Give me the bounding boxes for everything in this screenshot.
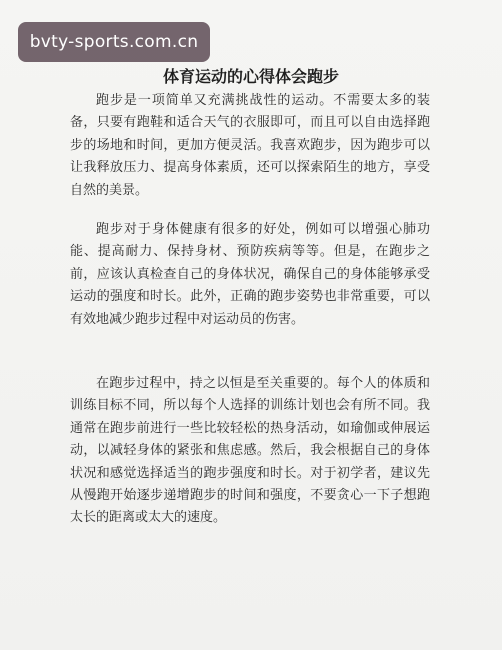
paragraph-3: 在跑步过程中，持之以恒是至关重要的。每个人的体质和训练目标不同，所以每个人选择的训练计划也会有所不同。我通常在跑步前进行一些比较轻松的热身活动，如瑜伽或伸展运动，以减轻身体的紧张和焦虑感。然后，我会根据自己的身体状况和感觉选择适当的跑步强度和时长。对于初学者，建议先从慢跑开始逐步递增跑步的时间和强度，不要贪心一下子想跑太长的距离或太大的速度。 <box>70 376 430 526</box>
document-title: 体育运动的心得体会跑步 <box>162 67 339 86</box>
paragraph-1: 跑步是一项简单又充满挑战性的运动。不需要太多的装备，只要有跑鞋和适合天气的衣服即可，而且可以自由选择跑步的场地和时间，更加方便灵活。我喜欢跑步，因为跑步可以让我释放压力、提高身体素质，还可以探索陌生的地方，享受自然的美景。 <box>70 93 430 198</box>
watermark-badge: bvty-sports.com.cn <box>18 22 210 62</box>
paragraph-2: 跑步对于身体健康有很多的好处，例如可以增强心肺功能、提高耐力、保持身材、预防疾病等等。但是，在跑步之前，应该认真检查自己的身体状况，确保自己的身体能够承受运动的强度和时长。此外，正确的跑步姿势也非常重要，可以有效地减少跑步过程中对运动员的伤害。 <box>70 222 430 327</box>
